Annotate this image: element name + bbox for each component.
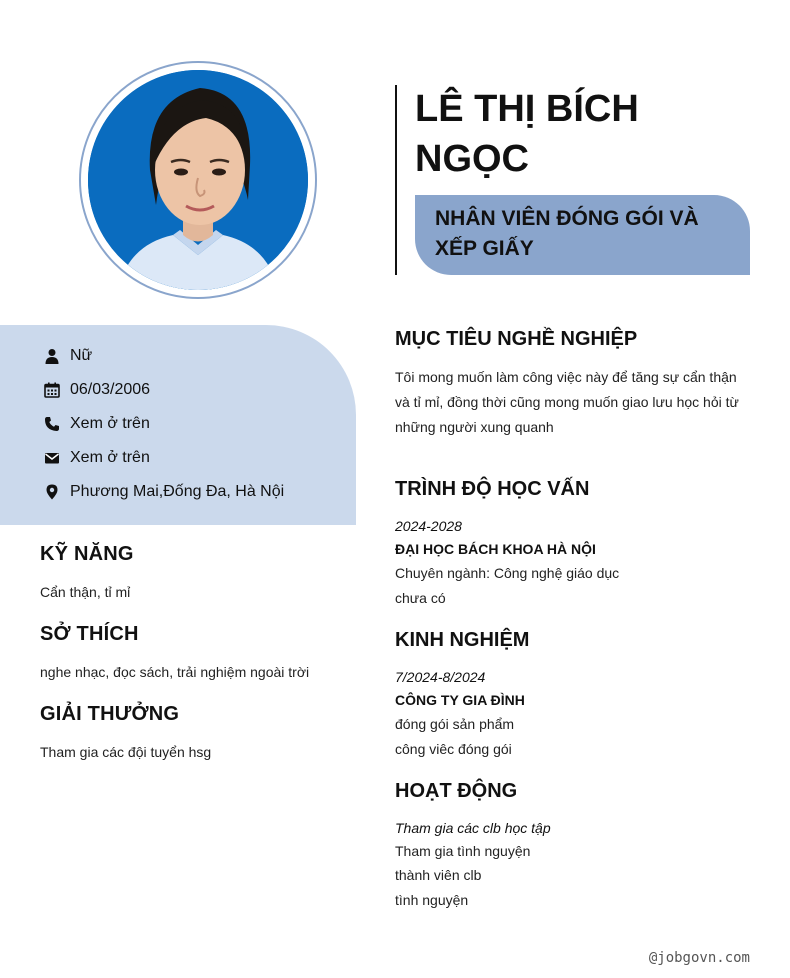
education-school: ĐẠI HỌC BÁCH KHOA HÀ NỘI [395, 541, 596, 557]
activities-line-3: tình nguyện [395, 892, 469, 908]
full-name: LÊ THỊ BÍCH NGỌC [415, 88, 639, 180]
activities-subtitle: Tham gia các clb học tập [395, 820, 551, 836]
address-value: Phương Mai,Đống Đa, Hà Nội [70, 483, 285, 500]
education-major: Chuyên ngành: Công nghệ giáo dục [395, 565, 620, 581]
activities-line-1: Tham gia tình nguyện [395, 843, 531, 859]
profile-photo [88, 70, 308, 290]
email-row [40, 446, 150, 470]
experience-title: KINH NGHIỆM [395, 629, 530, 651]
awards-title: GIẢI THƯỞNG [40, 703, 180, 725]
avatar [88, 70, 308, 290]
mail-icon [40, 446, 64, 470]
birthdate-value: 06/03/2006 [70, 381, 151, 398]
education-note: chưa có [395, 590, 446, 606]
experience-period: 7/2024-8/2024 [395, 669, 486, 685]
activities-line-2: thành viên clb [395, 867, 482, 883]
person-icon [40, 344, 64, 368]
skills-title: KỸ NĂNG [40, 543, 134, 565]
skills-text: Cẩn thận, tỉ mỉ [40, 584, 131, 600]
hobbies-title: SỞ THÍCH [40, 623, 139, 645]
email-value: Xem ở trên [70, 449, 150, 466]
location-pin-icon [40, 480, 64, 504]
objective-title: MỤC TIÊU NGHỀ NGHIỆP [395, 328, 638, 350]
phone-icon [40, 412, 64, 436]
phone-value: Xem ở trên [70, 415, 150, 432]
gender-row [40, 344, 92, 368]
experience-line-1: đóng gói sản phẩm [395, 716, 515, 732]
education-title: TRÌNH ĐỘ HỌC VẤN [395, 478, 590, 500]
education-period: 2024-2028 [395, 518, 462, 534]
address-row [40, 480, 284, 504]
activities-title: HOẠT ĐỘNG [395, 780, 518, 802]
calendar-icon [40, 378, 64, 402]
objective-text: Tôi mong muốn làm công việc này để tăng sự cẩn thận và tỉ mỉ, đồng thời cũng mong muốn giao lưu học hỏi từ những người xung quanh [395, 369, 739, 435]
job-title: NHÂN VIÊN ĐÓNG GÓI VÀ XẾP GIẤY [435, 207, 699, 260]
gender-value: Nữ [70, 347, 93, 364]
birthdate-row [40, 378, 150, 402]
experience-company: CÔNG TY GIA ĐÌNH [395, 692, 525, 708]
watermark: @jobgovn.com [648, 950, 750, 966]
awards-text: Tham gia các đội tuyển hsg [40, 744, 212, 760]
name-divider [395, 85, 397, 275]
experience-line-2: công viêc đóng gói [395, 741, 512, 757]
phone-row [40, 412, 150, 436]
hobbies-text: nghe nhạc, đọc sách, trải nghiệm ngoài trời [40, 664, 310, 680]
job-title-badge [415, 195, 750, 275]
